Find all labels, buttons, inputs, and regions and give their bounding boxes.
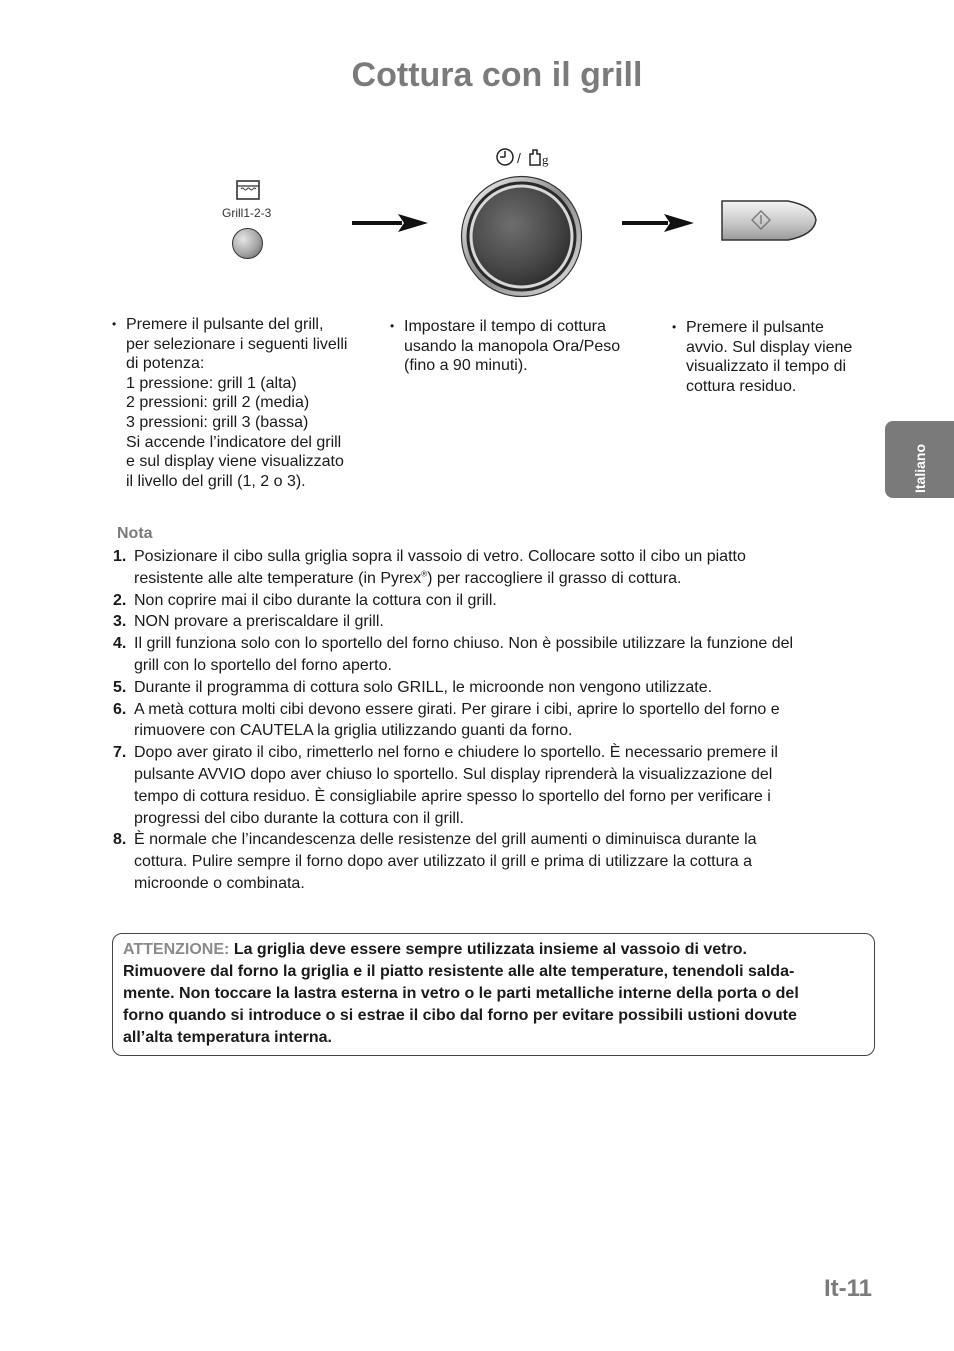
note-line: Durante il programma di cottura solo GRILL, le microonde non vengono utilizzate. xyxy=(134,678,713,696)
step2-instructions xyxy=(390,317,621,376)
step3-instructions xyxy=(672,318,853,396)
time-weight-dial[interactable] xyxy=(460,175,583,298)
step3-line: Premere il pulsante xyxy=(686,319,824,336)
note-item xyxy=(113,633,873,677)
note-number: 4. xyxy=(113,635,127,653)
note-line: grill con lo sportello del forno aperto. xyxy=(134,656,392,674)
note-number: 3. xyxy=(113,613,127,631)
start-button[interactable] xyxy=(718,198,818,243)
note-item xyxy=(113,590,873,612)
note-item xyxy=(113,546,873,590)
warning-line: mente. Non toccare la lastra esterna in vetro o le parti metalliche interne della porta o del xyxy=(123,985,799,1002)
note-item xyxy=(113,699,873,743)
dial-weight-unit: g xyxy=(542,152,549,167)
step2-line: usando la manopola Ora/Peso xyxy=(404,337,621,355)
step3-line: avvio. Sul display viene xyxy=(686,338,853,356)
note-line: tempo di cottura residuo. È consigliabile aprire spesso lo sportello del forno per verificare i xyxy=(134,787,771,805)
arrow-right-icon xyxy=(622,212,694,234)
clock-weight-icon xyxy=(494,146,554,168)
note-line: progressi del cibo durante la cottura con il grill. xyxy=(134,809,464,827)
note-number: 5. xyxy=(113,678,127,696)
step1-line: Premere il pulsante del grill, xyxy=(126,316,324,333)
note-number: 7. xyxy=(113,744,127,762)
note-line: Dopo aver girato il cibo, rimetterlo nel forno e chiudere lo sportello. È necessario premere il xyxy=(134,744,778,762)
note-line: NON provare a preriscaldare il grill. xyxy=(134,613,384,631)
note-number: 1. xyxy=(113,548,127,565)
bullet: • xyxy=(112,317,117,331)
step3-line: cottura residuo. xyxy=(686,377,797,395)
step2-line: Impostare il tempo di cottura xyxy=(404,318,606,335)
step1-instructions xyxy=(112,315,348,491)
dial-slash: / xyxy=(517,150,521,166)
note-item xyxy=(113,677,873,699)
note-line: rimuovere con CAUTELA la griglia utilizzando guanti da forno. xyxy=(134,722,573,740)
warning-text xyxy=(123,939,799,1049)
page-title: Cottura con il grill xyxy=(351,56,643,94)
step2-line: (fino a 90 minuti). xyxy=(404,357,528,375)
note-line: A metà cottura molti cibi devono essere girati. Per girare i cibi, aprire lo sportello del forno e xyxy=(134,700,780,718)
language-tab xyxy=(885,421,954,498)
note-line: cottura. Pulire sempre il forno dopo aver utilizzato il grill e prima di utilizzare la cottura a xyxy=(134,853,753,871)
step1-line: il livello del grill (1, 2 o 3). xyxy=(126,472,306,490)
page-number: It-11 xyxy=(824,1275,873,1302)
warning-line: forno quando si introduce o si estrae il cibo dal forno per evitare possibili ustioni dovute xyxy=(123,1007,797,1024)
bullet: • xyxy=(390,319,395,333)
language-tab-label: Italiano xyxy=(912,443,928,493)
step1-line: 2 pressioni: grill 2 (media) xyxy=(126,394,310,412)
arrow-right-icon xyxy=(352,212,428,234)
step3-line: visualizzato il tempo di xyxy=(686,358,847,376)
note-line: pulsante AVVIO dopo aver chiuso lo sportello. Sul display riprenderà la visualizzazione del xyxy=(134,765,773,783)
note-line: È normale che l’incandescenza delle resistenze del grill aumenti o diminuisca durante la xyxy=(134,831,757,849)
step1-line: di potenza: xyxy=(126,355,205,373)
note-line: Posizionare il cibo sulla griglia sopra il vassoio di vetro. Collocare sotto il cibo un piatto xyxy=(134,548,746,565)
step1-line: Si accende l’indicatore del grill xyxy=(126,433,342,451)
warning-line: ATTENZIONE: La griglia deve essere sempre utilizzata insieme al vassoio di vetro. xyxy=(123,941,747,958)
notes-list xyxy=(113,546,873,895)
grill-icon xyxy=(236,180,260,200)
grill-button[interactable] xyxy=(232,228,263,259)
registered-mark: ® xyxy=(421,569,428,579)
note-number: 6. xyxy=(113,700,127,718)
warning-line: Rimuovere dal forno la griglia e il piatto resistente alle alte temperature, tenendoli salda- xyxy=(123,963,795,980)
grill-button-label: Grill1-2-3 xyxy=(222,206,272,220)
step1-line: e sul display viene visualizzato xyxy=(126,453,344,471)
note-line: microonde o combinata. xyxy=(134,874,305,892)
note-item xyxy=(113,829,873,894)
note-line: Il grill funziona solo con lo sportello del forno chiuso. Non è possibile utilizzare la funzione del xyxy=(134,635,794,653)
warning-line: all’alta temperatura interna. xyxy=(123,1029,332,1046)
notes-heading: Nota xyxy=(117,525,153,542)
note-item xyxy=(113,611,873,633)
step1-line: per selezionare i seguenti livelli xyxy=(126,335,348,353)
note-line: resistente alle alte temperature (in Pyrex®) per raccogliere il grasso di cottura. xyxy=(134,569,682,587)
note-line: Non coprire mai il cibo durante la cottura con il grill. xyxy=(134,591,497,609)
step1-line: 3 pressioni: grill 3 (bassa) xyxy=(126,413,309,431)
bullet: • xyxy=(672,320,677,334)
step1-line: 1 pressione: grill 1 (alta) xyxy=(126,374,297,392)
warning-label: ATTENZIONE: xyxy=(123,941,230,958)
note-item xyxy=(113,742,873,829)
warning-box xyxy=(112,933,875,1056)
note-number: 8. xyxy=(113,831,127,849)
note-number: 2. xyxy=(113,591,127,609)
